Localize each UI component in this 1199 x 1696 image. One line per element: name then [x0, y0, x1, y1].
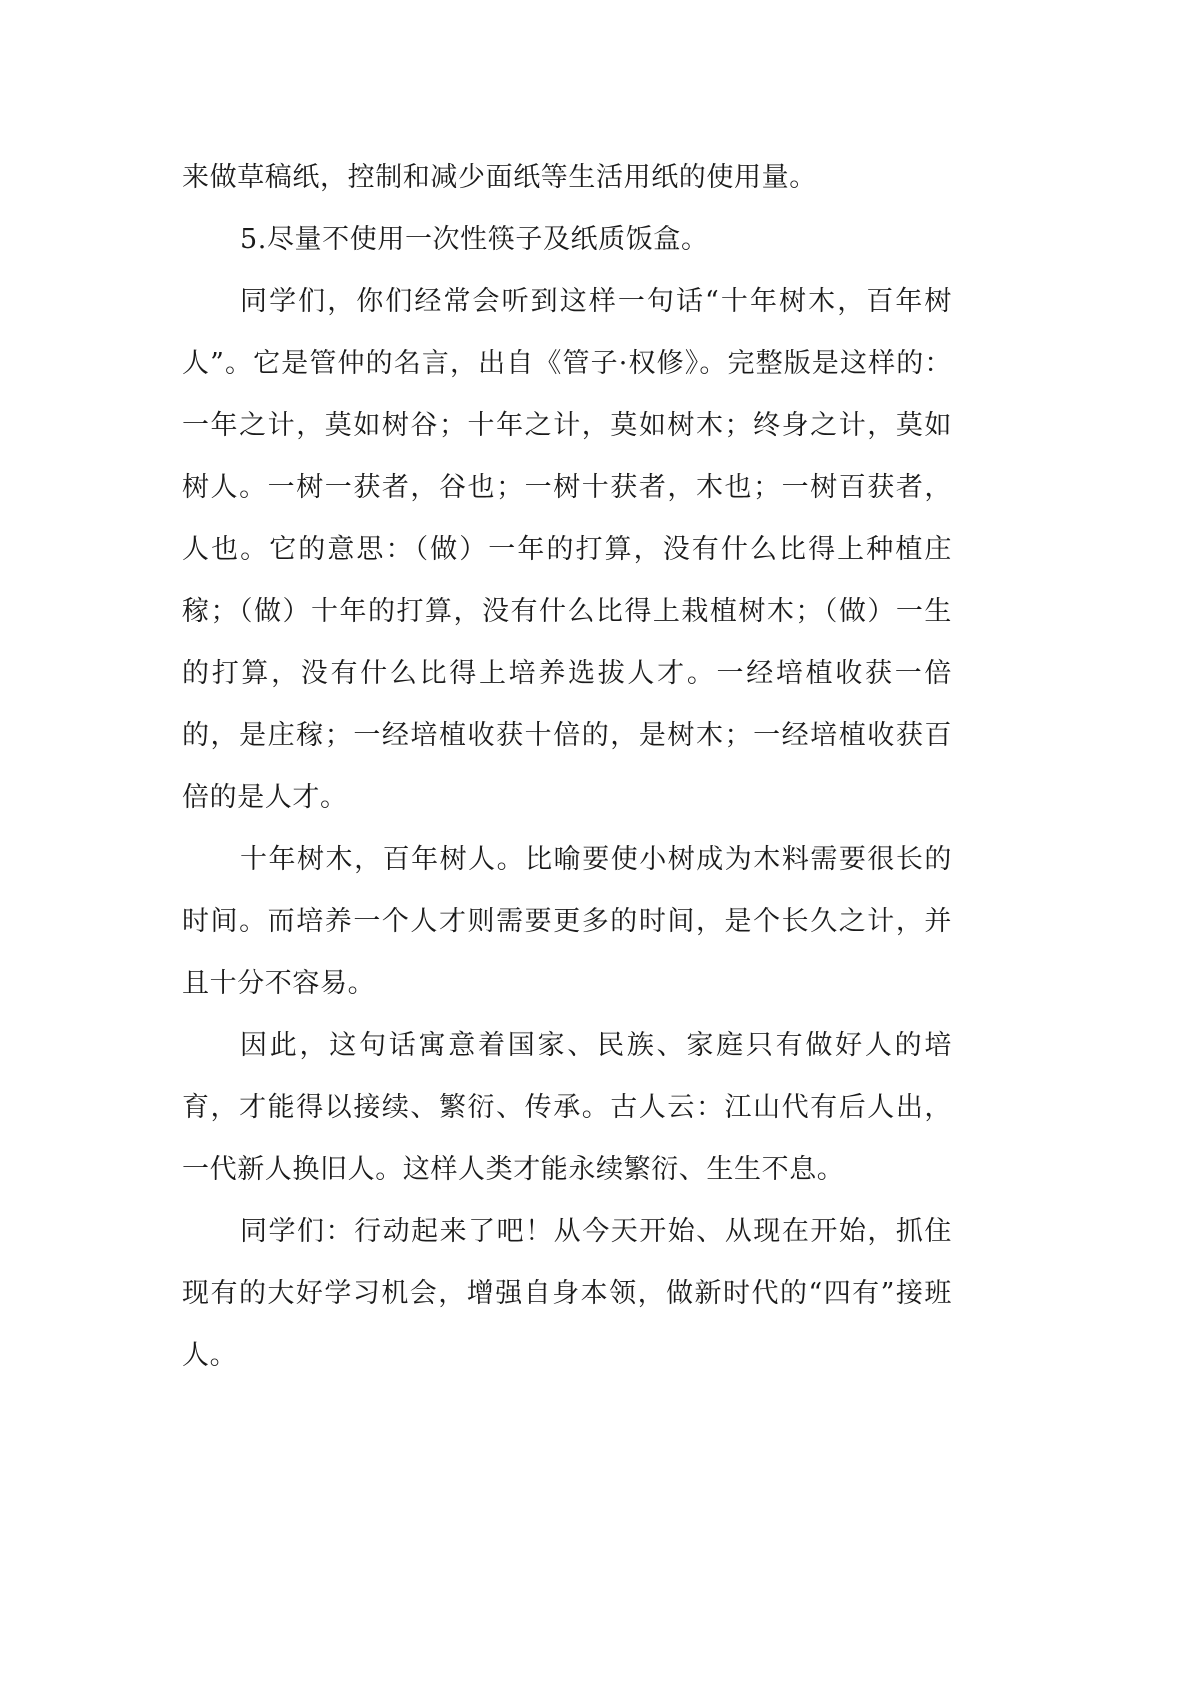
paragraph-implication: 因此，这句话寓意着国家、民族、家庭只有做好人的培育，才能得以接续、繁衍、传承。古人云：江山代有后人出，一代新人换旧人。这样人类才能永续繁衍、生生不息。 — [182, 1030, 952, 1185]
paragraph-guanzhong-quote: 同学们，你们经常会听到这样一句话“十年树木，百年树人”。它是管仲的名言，出自《管子·权修》。完整版是这样的：一年之计，莫如树谷；十年之计，莫如树木；终身之计，莫如树人。一树一获者，谷也；一树十获者，木也；一树百获者，人也。它的意思：（做）一年的打算，没有什么比得上种植庄稼；（做）十年的打算，没有什么比得上栽植树木；（做）一生的打算，没有什么比得上培养选拔人才。一经培植收获一倍的，是庄稼；一经培植收获十倍的，是树木；一经培植收获百倍的是人才。 — [182, 286, 952, 813]
paragraph-call-to-action: 同学们：行动起来了吧！从今天开始、从现在开始，抓住现有的大好学习机会，增强自身本领，做新时代的“四有”接班人。 — [182, 1216, 952, 1371]
paragraph-list-item-5: 5.尽量不使用一次性筷子及纸质饭盒。 — [240, 224, 709, 255]
paragraph-meaning: 十年树木，百年树人。比喻要使小树成为木料需要很长的时间。而培养一个人才则需要更多的时间，是个长久之计，并且十分不容易。 — [182, 844, 952, 999]
paragraph-continuation: 来做草稿纸，控制和减少面纸等生活用纸的使用量。 — [182, 162, 817, 193]
document-body — [182, 147, 952, 1387]
